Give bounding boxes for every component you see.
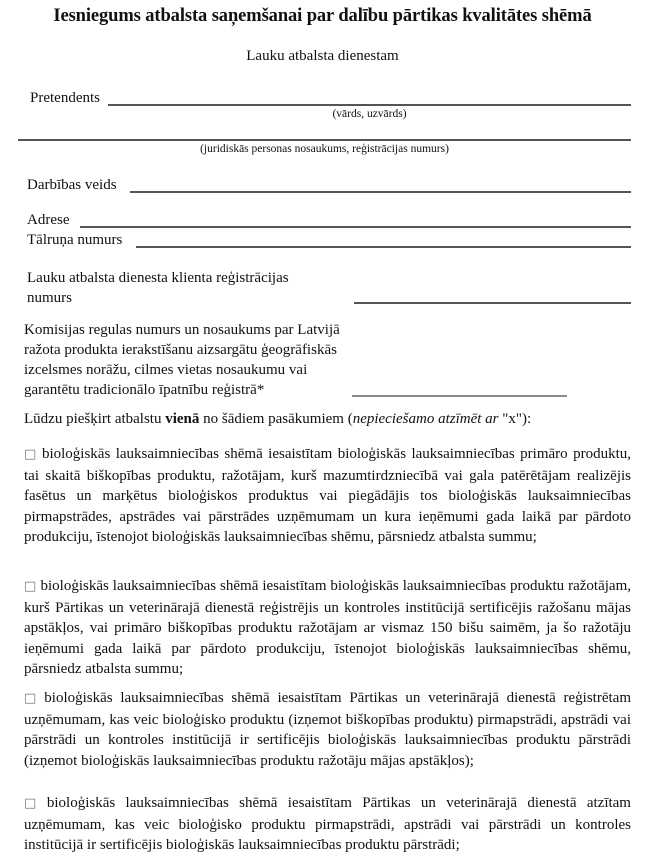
checkbox-icon[interactable]: □: [24, 691, 41, 706]
activity-label: Darbības veids: [27, 177, 117, 193]
client-registration-field[interactable]: [354, 302, 631, 304]
client-registration-label-line1: Lauku atbalsta dienesta klienta reģistrācijas: [27, 270, 289, 286]
activity-field[interactable]: [130, 191, 631, 193]
regulation-field[interactable]: [352, 395, 567, 397]
legal-entity-field[interactable]: [18, 139, 631, 141]
option-3-text: bioloģiskās lauksaimniecības shēmā iesaistītam Pārtikas un veterinārajā dienestā reģistrētam uzņēmumam, kas veic bioloģisko produktu (izņemot biškopības produktu) pirmapstrādi, apstrādi vai pārstrādi un kontroles institūcijā ir sertificējis bioloģiskās lauksaimniecības produktu pārstrādi (izņemot bioloģiskās lauksaimniecības produktu ražotāju mājas apstākļos);: [24, 690, 631, 769]
option-2: [24, 576, 631, 680]
checkbox-icon[interactable]: □: [24, 447, 38, 462]
regulation-label-line3: izcelsmes norāžu, cilmes vietas nosaukumu vai: [24, 362, 308, 378]
applicant-name-field[interactable]: [108, 104, 631, 106]
applicant-hint: (vārds, uzvārds): [332, 108, 407, 120]
option-3: [24, 688, 631, 771]
address-label: Adrese: [27, 212, 70, 228]
intro-end: "x"):: [498, 411, 532, 427]
intro-mid: no šādiem pasākumiem (: [199, 411, 353, 427]
regulation-label-line4: garantētu tradicionālo īpatnību reģistrā*: [24, 382, 265, 398]
legal-entity-hint: (juridiskās personas nosaukums, reģistrācijas numurs): [200, 143, 449, 155]
request-intro: [24, 411, 531, 428]
intro-text: Lūdzu piešķirt atbalstu: [24, 411, 166, 427]
address-field[interactable]: [80, 226, 631, 228]
regulation-label-line1: Komisijas regulas numurs un nosaukums par Latvijā: [24, 322, 340, 338]
phone-field[interactable]: [136, 246, 631, 248]
document-title: Iesniegums atbalsta saņemšanai par dalību pārtikas kvalitātes shēmā: [53, 6, 592, 26]
option-1: [24, 444, 631, 548]
regulation-label: [24, 320, 364, 400]
client-registration-label-line2: numurs: [27, 290, 72, 306]
phone-label: Tālruņa numurs: [27, 232, 123, 248]
intro-bold: vienā: [165, 411, 200, 427]
option-4: [24, 793, 631, 856]
intro-italic: nepieciešamo atzīmēt ar: [352, 411, 499, 427]
applicant-label: Pretendents: [30, 90, 100, 106]
addressee: Lauku atbalsta dienestam: [246, 48, 399, 64]
checkbox-icon[interactable]: □: [24, 579, 37, 594]
option-2-text: bioloģiskās lauksaimniecības shēmā iesaistītam bioloģiskās lauksaimniecības produktu ražotājam, kurš Pārtikas un veterinārajā dienestā reģistrējis un kontroles institūcijā sertificējis ražošanu mājas apstākļos, vai primāro biškopības produktu ražotājam ar vismaz 150 bišu saimēm, ja šo ražotāju ieņēmumi gada laikā par pārdoto produkciju, īstenojot bioloģiskās lauksaimniecības shēmu, pārsniedz atbalsta summu;: [24, 578, 631, 677]
checkbox-icon[interactable]: □: [24, 796, 43, 811]
option-4-text: bioloģiskās lauksaimniecības shēmā iesaistītam Pārtikas un veterinārajā dienestā atzītam uzņēmumam, kas veic bioloģisko produktu pirmapstrādi, apstrādi vai pārstrādi un kontroles institūcijā ir sertificējis bioloģiskās lauksaimniecības produktu pārstrādi;: [24, 795, 631, 853]
client-registration-label: [27, 268, 289, 308]
regulation-label-line2: ražota produkta ierakstīšanu aizsargātu ģeogrāfiskās: [24, 342, 337, 358]
option-1-text: bioloģiskās lauksaimniecības shēmā iesaistītam bioloģiskās lauksaimniecības primāro produktu, tai skaitā biškopības produktu, ražotājam, kurš mazumtirdzniecībā vai gala patērētājam realizējis fasētus un marķētus bioloģiskos produktus vai piegādājis tos bioloģiskās lauksaimniecības pirmapstrādes, apstrādes vai pārstrādes uzņēmumam un kura ieņēmumi gada laikā par pārdoto produkciju, īstenojot bioloģiskās lauksaimniecības shēmu, pārsniedz atbalsta summu;: [24, 446, 631, 545]
